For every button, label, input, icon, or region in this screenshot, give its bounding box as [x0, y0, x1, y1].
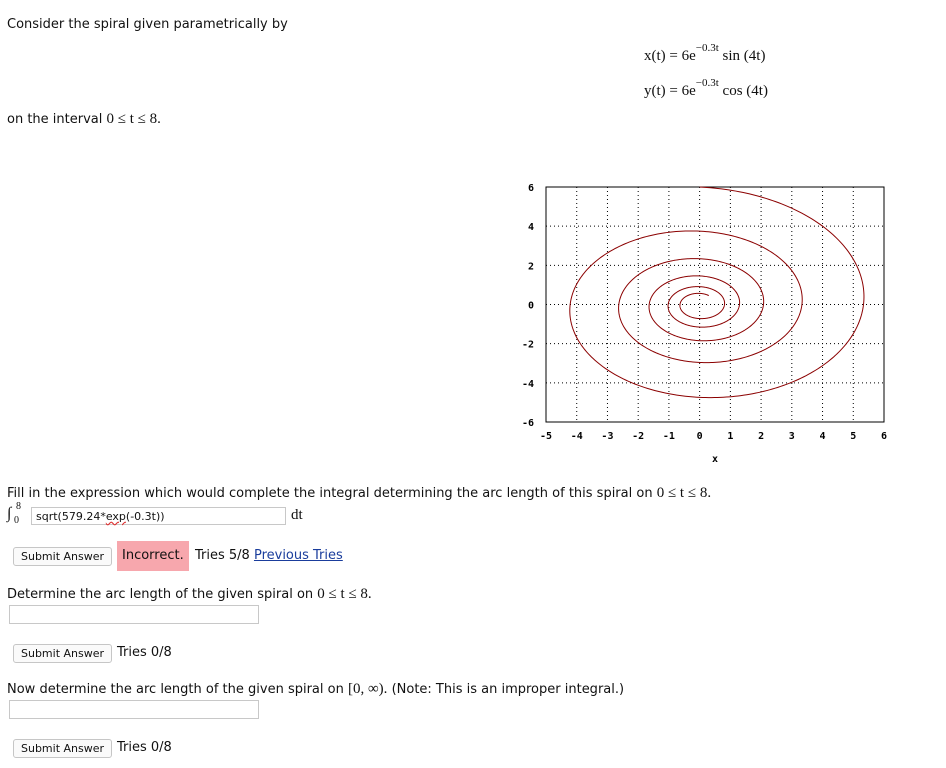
q3-submit-button[interactable]: Submit Answer [13, 739, 112, 758]
integral-lower: 0 [14, 515, 19, 526]
x-axis-label: x [711, 454, 719, 465]
interval-line: on the interval 0 ≤ t ≤ 8. [7, 111, 161, 127]
q1-prompt: Fill in the expression which would complete the integral determining the arc length of this spiral on 0 ≤ t ≤ 8. [7, 485, 712, 501]
y-tick-label: 6 [527, 183, 534, 194]
y-tick-label: 0 [527, 300, 534, 312]
y-tick-labels [522, 183, 534, 429]
y-tick-label: -4 [521, 378, 534, 390]
x-tick-label: -4 [570, 431, 583, 442]
x-tick-label: 3 [788, 431, 795, 442]
x-tick-label: -5 [539, 431, 553, 442]
q1-answer-input[interactable]: sqrt(579.24*exp(-0.3t)) [31, 507, 286, 525]
q1-submit-button[interactable]: Submit Answer [13, 547, 112, 566]
q1-interval: 0 ≤ t ≤ 8. [656, 485, 712, 501]
q2-interval: 0 ≤ t ≤ 8. [317, 586, 372, 602]
x-equation: $x(t) = 6e^{-0.3t}$ sin (4t) [644, 42, 766, 64]
q3-prompt: Now determine the arc length of the given spiral on [0, ∞). (Note: This is an improper integral.) [7, 681, 625, 697]
intro-text: Consider the spiral given parametrically by [7, 17, 288, 32]
integral-sign: ∫ [7, 505, 12, 522]
q2-answer-input[interactable] [9, 605, 259, 624]
spiral-curve [570, 187, 864, 398]
x-tick-label: -3 [601, 431, 614, 442]
previous-tries-link[interactable]: Previous Tries [253, 548, 343, 563]
y-equation: $y(t) = 6e^{-0.3t}$ cos (4t) [644, 77, 768, 99]
q3-answer-input[interactable] [9, 700, 259, 719]
spiral-plot [515, 178, 895, 468]
x-tick-label: 6 [880, 431, 888, 442]
integral-upper: 8 [16, 501, 21, 512]
x-tick-label: 1 [727, 431, 734, 442]
dt-label: dt [291, 507, 303, 523]
x-tick-label: 5 [850, 431, 857, 442]
x-tick-labels [540, 431, 887, 442]
y-tick-label: 4 [527, 222, 534, 234]
y-tick-label: -6 [521, 418, 534, 429]
q2-submit-button[interactable]: Submit Answer [13, 644, 112, 663]
incorrect-badge: Incorrect. [117, 541, 189, 571]
q3-tries: Tries 0/8 [117, 740, 172, 755]
x-tick-label: -2 [632, 431, 645, 442]
q3-interval: [0, ∞). [347, 681, 388, 697]
y-tick-label: 2 [527, 261, 534, 273]
q2-prompt: Determine the arc length of the given spiral on 0 ≤ t ≤ 8. [7, 586, 372, 602]
plot-grid [546, 187, 884, 422]
interval-math: 0 ≤ t ≤ 8. [106, 111, 161, 127]
x-tick-label: -1 [662, 431, 675, 442]
q2-tries: Tries 0/8 [117, 645, 172, 660]
y-tick-label: -2 [521, 339, 534, 351]
x-tick-label: 2 [758, 431, 765, 442]
x-tick-label: 4 [819, 431, 826, 442]
q1-tries: Tries 5/8 Previous Tries [195, 548, 343, 563]
x-tick-label: 0 [696, 431, 703, 442]
